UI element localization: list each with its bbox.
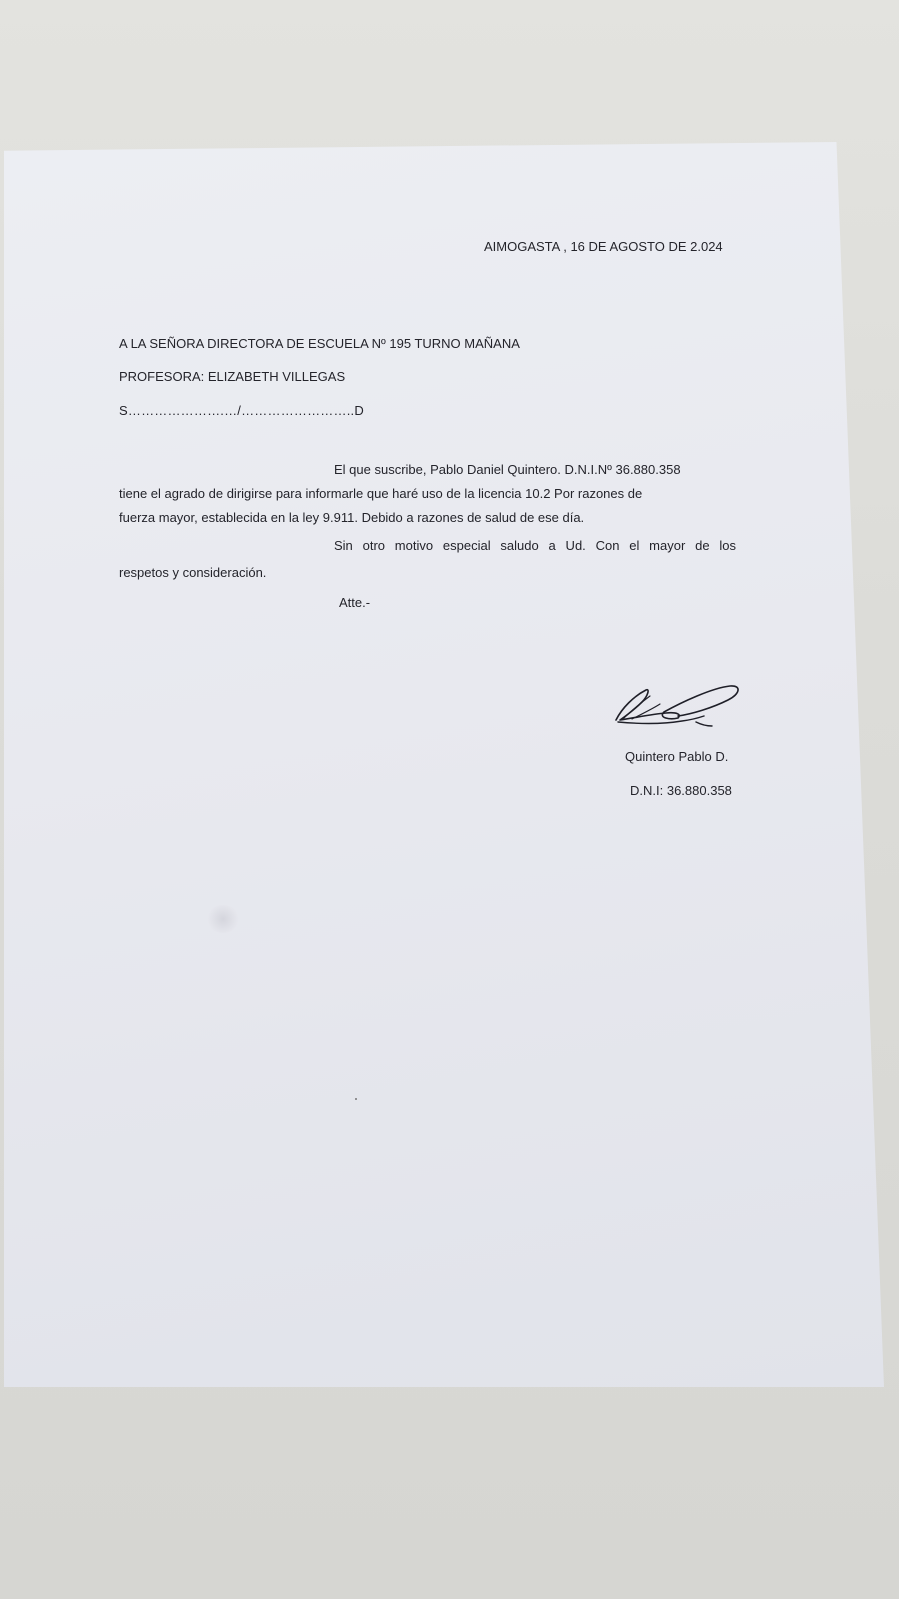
- closing: Atte.-: [339, 595, 371, 610]
- letter-sheet: [4, 142, 884, 1387]
- body-paragraph-1-line-3: fuerza mayor, establecida en la ley 9.911. Debido a razones de salud de ese día.: [119, 510, 585, 525]
- paper-speck: [355, 1098, 357, 1100]
- addressee: A LA SEÑORA DIRECTORA DE ESCUELA Nº 195 TURNO MAÑANA: [119, 336, 520, 351]
- place-date: AIMOGASTA , 16 DE AGOSTO DE 2.024: [484, 239, 723, 254]
- signer-dni: D.N.I: 36.880.358: [630, 783, 732, 798]
- body-paragraph-2-line-1: Sin otro motivo especial saludo a Ud. Con el mayor de los: [334, 538, 736, 553]
- paper-smudge: [206, 905, 240, 933]
- body-paragraph-2-line-2: respetos y consideración.: [119, 565, 267, 580]
- teacher: PROFESORA: ELIZABETH VILLEGAS: [119, 369, 346, 384]
- body-paragraph-1-line-1: El que suscribe, Pablo Daniel Quintero. D.N.I.Nº 36.880.358: [334, 462, 681, 477]
- handwritten-signature: [612, 680, 744, 738]
- salutation: S………………….…/……………………..D: [119, 403, 364, 418]
- signer-name: Quintero Pablo D.: [625, 749, 729, 764]
- body-paragraph-1-line-2: tiene el agrado de dirigirse para informarle que haré uso de la licencia 10.2 Por razones de: [119, 486, 643, 501]
